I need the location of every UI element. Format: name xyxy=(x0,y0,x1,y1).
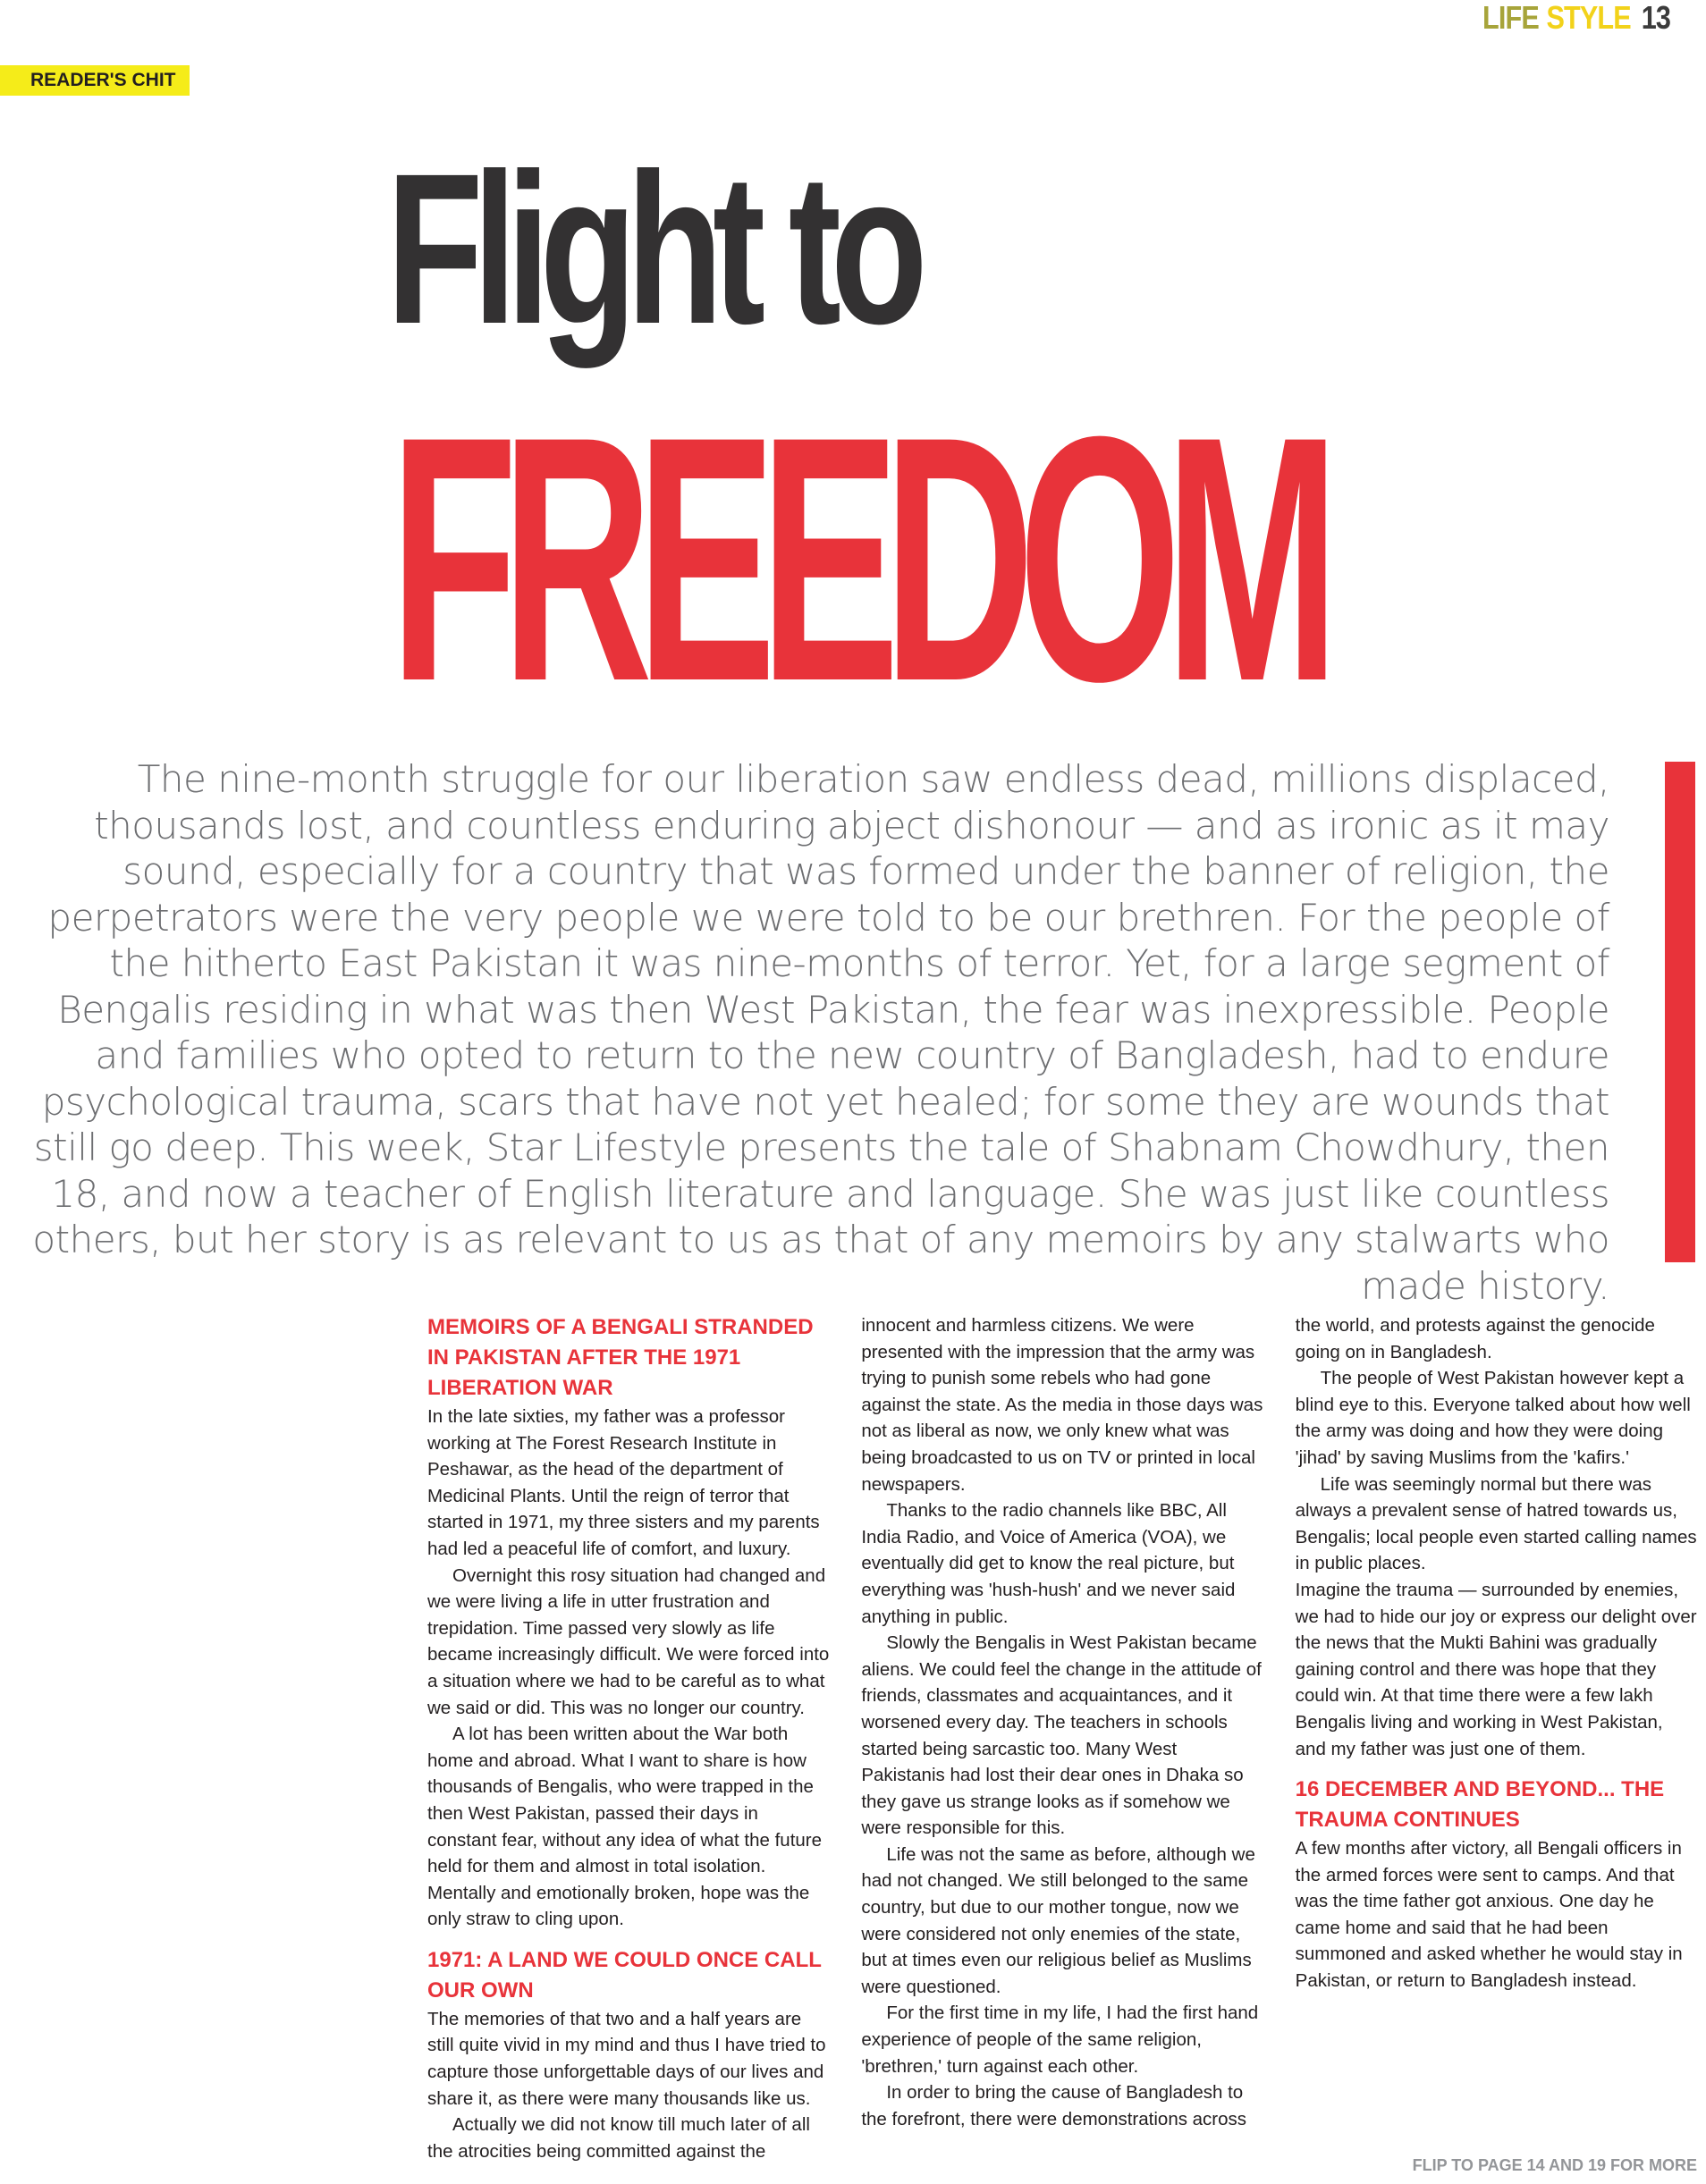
article-paragraph: Slowly the Bengalis in West Pakistan became aliens. We could feel the change in the attitude of friends, classmates and acquaintances, and it worsened every day. The teachers in schools started being sarcastic too. Many West Pakistanis had lost their dear ones in Dhaka so they gave us strange looks as if somehow we were responsible for this. xyxy=(861,1632,1262,1839)
masthead-style: STYLE xyxy=(1546,0,1631,36)
article-paragraph: Thanks to the radio channels like BBC, All India Radio, and Voice of America (VOA), we eventually did get to know the real picture, but everything was 'hush-hush' and we never said anything in public. xyxy=(861,1500,1236,1627)
article-paragraph: In order to bring the cause of Bangladesh to the forefront, there were demonstrations across the world, and protests against the genocide going on in Bangladesh. xyxy=(861,1315,1655,2129)
headline-line-1: Flight to xyxy=(386,129,917,368)
article-body xyxy=(427,1312,1697,2181)
accent-bar xyxy=(1665,762,1695,1262)
article-paragraph: For the first time in my life, I had the first hand experience of people of the same religion, 'brethren,' turn against each other. xyxy=(861,2003,1259,2077)
subheading-memoirs: MEMOIRS OF A BENGALI STRANDED IN PAKISTAN AFTER THE 1971 LIBERATION WAR xyxy=(427,1315,814,1400)
page-number: 13 xyxy=(1641,0,1670,36)
article-paragraph: The memories of that two and a half years are still quite vivid in my mind and thus I have tried to capture those unforgettable days of our lives and share it, as there were many thousands like us. xyxy=(427,2008,826,2109)
article-paragraph: In the late sixties, my father was a professor working at The Forest Research Institute in Peshawar, as the head of the department of Medicinal Plants. Until the reign of terror that started in 1971, my three sisters and my parents had led a peaceful life of comfort, and luxury. xyxy=(427,1406,820,1559)
intro-standfirst: The nine-month struggle for our liberation saw endless dead, millions displaced, thousands lost, and countless enduring abject dishonour — and as ironic as it may sound, especially for a country that was formed under the banner of religion, the perpetrators were the very people we were told to be our brethren. For the people of the hitherto East Pakistan it was nine-months of terror. Yet, for a large segment of Bengalis residing in what was then West Pakistan, the fear was inexpressible. People and families who opted to return to the new country of Bangladesh, had to endure psychological trauma, scars that have not yet healed; for some they are wounds that still go deep. This week, Star Lifestyle presents the tale of Shabnam Chowdhury, then 18, and now a teacher of English literature and language. She was just like countless others, but her story is as relevant to us as that of any memoirs by any stalwarts who made history. xyxy=(32,757,1609,1308)
article-paragraph: Life was not the same as before, although we had not changed. We still belonged to the same country, but due to our mother tongue, now we were considered not only enemies of the state, but at times even our religious belief as Muslims were questioned. xyxy=(861,1843,1255,1997)
subheading-16-december: 16 DECEMBER AND BEYOND... THE TRAUMA CONTINUES xyxy=(1295,1777,1665,1833)
flip-note: FLIP TO PAGE 14 AND 19 FOR MORE xyxy=(1412,2156,1697,2174)
article-paragraph: Actually we did not know till much later of all the atrocities being committed against the innocent and harmless citizens. We were presented with the impression that the army was trying to punish some rebels who had gone against the state. As the media in those days was not as liberal as now, we only knew what was being broadcasted to us on TV or printed in local newspapers. xyxy=(427,1315,1263,2162)
article-paragraph: A few months after victory, all Bengali officers in the armed forces were sent to camps. And that was the time father got anxious. One day he came home and said that he had been summoned and asked whether he would stay in Pakistan, or return to Bangladesh instead. xyxy=(1295,1838,1683,1992)
subheading-1971: 1971: A LAND WE COULD ONCE CALL OUR OWN xyxy=(427,1947,822,2003)
masthead-life: LIFE xyxy=(1482,0,1539,36)
article-paragraph: Life was seemingly normal but there was always a prevalent sense of hatred towards us, Bengalis; local people even started calling names in public places. xyxy=(1295,1473,1697,1574)
article-paragraph: The people of West Pakistan however kept a blind eye to this. Everyone talked about how well the army was doing and how they were doing 'jihad' by saving Muslims from the 'kafirs.' xyxy=(1295,1368,1691,1468)
section-tag: READER'S CHIT xyxy=(0,65,190,96)
masthead xyxy=(1482,0,1670,36)
headline-line-2: FREEDOM xyxy=(390,364,1323,754)
article-paragraph: Imagine the trauma — surrounded by enemies, we had to hide our joy or express our delight over the news that the Mukti Bahini was gradually gaining control and there was hope that they could win. At that time there were a few lakh Bengalis living and working in West Pakistan, and my father was just one of them. xyxy=(1295,1579,1697,1759)
article-paragraph: A lot has been written about the War both home and abroad. What I want to share is how thousands of Bengalis, who were trapped in the then West Pakistan, passed their days in constant fear, without any idea of what the future held for them and almost in total isolation. Mentally and emotionally broken, hope was the only straw to cling upon. xyxy=(427,1724,823,1930)
article-paragraph: Overnight this rosy situation had changed and we were living a life in utter frustration and trepidation. Time passed very slowly as life became increasingly difficult. We were forced into a situation where we had to be careful as to what we said or did. This was no longer our country. xyxy=(427,1564,830,1718)
